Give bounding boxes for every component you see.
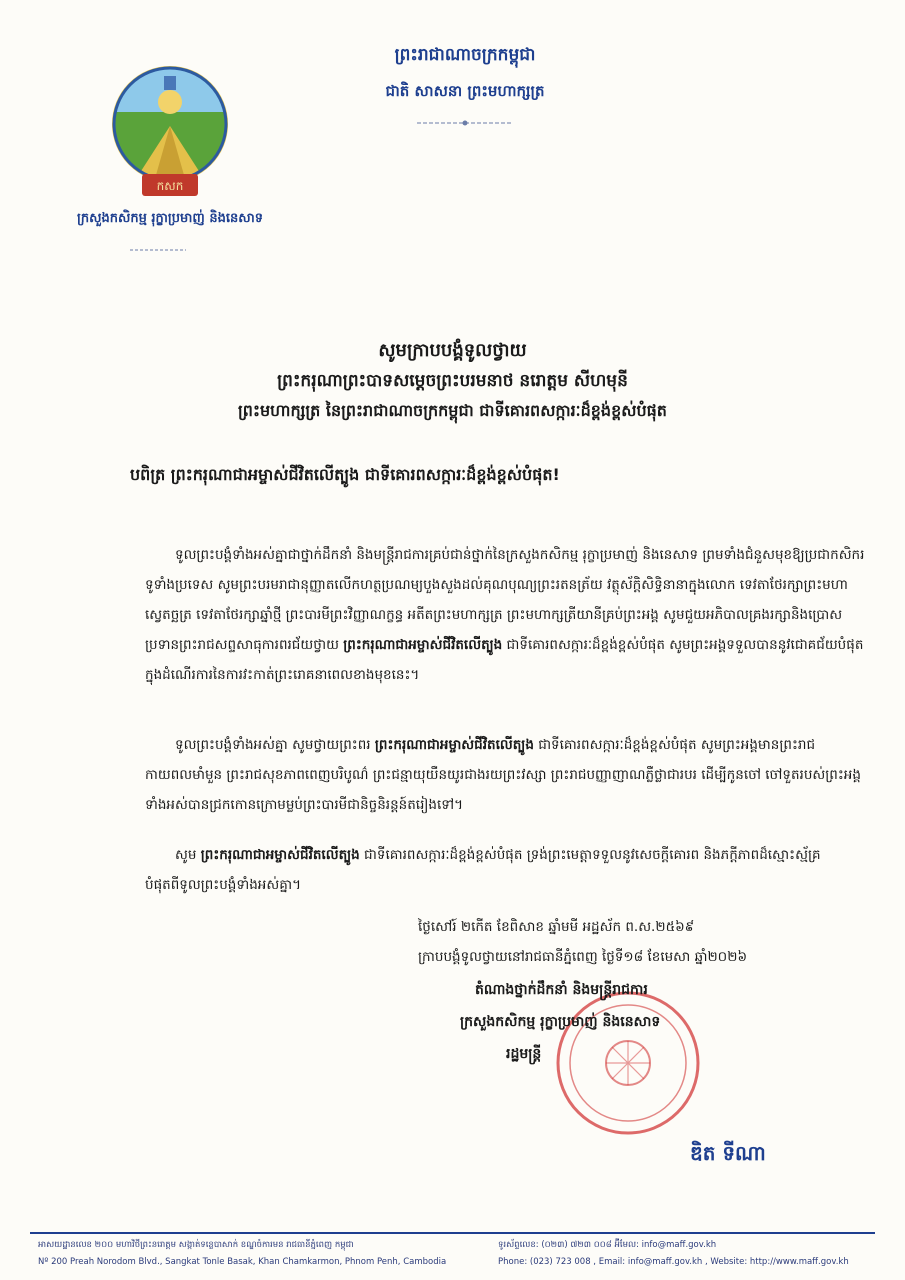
ornament-divider <box>415 118 515 128</box>
signatory-line-1: តំណាងថ្នាក់ដឹកនាំ និងមន្ត្រីរាជការ <box>475 982 648 998</box>
place-date: ក្រាបបង្គំទូលថ្វាយនៅរាជធានីភ្នំពេញ ថ្ងៃទី១៨ ខែមេសា ឆ្នាំ២០២៦ <box>418 949 748 965</box>
ministry-logo <box>104 62 236 202</box>
svg-text:កសក: កសក <box>156 179 184 193</box>
title-line-2: ព្រះករុណាព្រះបាទសម្តេចព្រះបរមនាថ នរោត្តម សីហមុនី <box>277 371 628 391</box>
body-text: ទូលព្រះបង្គំទាំងអស់គ្នាជាថ្នាក់ដឹកនាំ និងមន្ត្រីរាជការគ្រប់ជាន់ថ្នាក់នៃក្រសួងកសិកម្ម រុក្ខាប្រមាញ់ និងនេសាទ ព្រមទាំងជំនួសមុខឱ្យប្រជាកសិករទូទាំងប្រទេស សូមព្រះបរមរាជានុញ្ញាតលើកហត្ថប្រណម្យបួងសួងដល់គុណបុណ្យព្រះរតនត្រ័យ វត្ថុស័ក្តិសិទ្ធិនានាក្នុងលោក ទេវតាថែរក្សាព្រះមហាស្វេតច្ឆត្រ ទេវតាថែរក្សាឆ្នាំថ្មី ព្រះបារមីព្រះវិញ្ញាណក្ខន្ធ អតីតព្រះមហាក្សត្រ ព្រះមហាក្សត្រីយានីគ្រប់ព្រះអង្គ សូមជួយអភិបាលគ្រងរក្សានិងប្រោសប្រទានព្រះរាជសព្ទសាធុការពរជ័យថ្វាយ <box>145 547 865 653</box>
footer-divider <box>30 1232 875 1234</box>
royal-title: ព្រះករុណាជាអម្ចាស់ជីវិតលើត្បូង <box>374 737 534 753</box>
national-motto: ជាតិ សាសនា ព្រះមហាក្សត្រ <box>385 82 545 100</box>
royal-title: ព្រះករុណាជាអម្ចាស់ជីវិតលើត្បូង <box>200 847 360 863</box>
body-text: ជាទីគោរពសក្ការៈដ៏ខ្ពង់ខ្ពស់បំផុត សូមព្រះអង្គទទួលបាននូវជោគជ័យបំផុតក្នុងដំណើរការនៃការវះកាត់ព្រះរោគនាពេលខាងមុខនេះ។ <box>145 637 864 683</box>
title-line-3: ព្រះមហាក្សត្រ នៃព្រះរាជាណាចក្រកម្ពុជា ជាទីគោរពសក្ការៈដ៏ខ្ពង់ខ្ពស់បំផុត <box>238 401 667 420</box>
body-text: ជាទីគោរពសក្ការៈដ៏ខ្ពង់ខ្ពស់បំផុត ទ្រង់ព្រះមេត្តាទទួលនូវសេចក្តីគោរព និងភក្តីភាពដ៏ស្មោះស្ម័គ្របំផុតពីទូលព្រះបង្គំទាំងអស់គ្នា។ <box>145 847 821 893</box>
footer-contact-en: Phone: (023) 723 008 , Email: info@maff.gov.kh , Website: http://www.maff.gov.kh <box>498 1257 849 1267</box>
ministry-name: ក្រសួងកសិកម្ម រុក្ខាប្រមាញ់ និងនេសាទ <box>77 211 263 226</box>
ornament-divider <box>128 246 188 254</box>
body-paragraph-3 <box>145 840 865 900</box>
signatory-line-2: ក្រសួងកសិកម្ម រុក្ខាប្រមាញ់ និងនេសាទ <box>460 1014 661 1030</box>
title-line-1: សូមក្រាបបង្គំទូលថ្វាយ <box>378 340 527 361</box>
salutation: បពិត្រ ព្រះករុណាជាអម្ចាស់ជីវិតលើត្បូង ជាទីគោរពសក្ការៈដ៏ខ្ពង់ខ្ពស់បំផុត! <box>130 465 560 484</box>
body-text: ទូលព្រះបង្គំទាំងអស់គ្នា សូមថ្វាយព្រះពរ <box>175 737 371 753</box>
royal-title: ព្រះករុណាជាអម្ចាស់ជីវិតលើត្បូង <box>343 637 503 653</box>
footer-address-km: អាសយដ្ឋានលេខ ២០០ មហាវិថីព្រះនរោត្តម សង្កាត់ទន្លេបាសាក់ ខណ្ឌចំការមន រាជធានីភ្នំពេញ កម្ពុជា <box>38 1240 354 1250</box>
footer-contact-km: ទូរស័ព្ទលេខ: (០២៣) ៧២៣ ០០៨ អ៊ីមែល: info@maff.gov.kh <box>498 1240 717 1250</box>
signer-name: ឌិត ទីណា <box>690 1141 766 1165</box>
body-paragraph-2 <box>145 730 865 820</box>
footer-address-en: Nº 200 Preah Norodom Blvd., Sangkat Tonle Basak, Khan Chamkarmon, Phnom Penh, Cambodia <box>38 1257 447 1267</box>
signatory-title: រដ្ឋមន្ត្រី <box>506 1046 542 1062</box>
body-text: ជាទីគោរពសក្ការៈដ៏ខ្ពង់ខ្ពស់បំផុត សូមព្រះអង្គមានព្រះរាជកាយពលមាំមួន ព្រះរាជសុខភាពពេញបរិបូណ៌ ព្រះជន្មាយុយឺនយូរជាងរយព្រះវស្សា ព្រះរាជបញ្ញាញាណភ្លឺថ្លាជារបរ ដើម្បីកូនចៅ ចៅទួតរបស់ព្រះអង្គទាំងអស់បានជ្រកកោនក្រោមម្លប់ព្រះបារមីជានិច្ចនិរន្តន៍តរៀងទៅ។ <box>145 737 861 813</box>
kingdom-header: ព្រះរាជាណាចក្រកម្ពុជា <box>394 45 536 65</box>
body-paragraph-1 <box>145 540 865 690</box>
lunar-date: ថ្ងៃសៅរ៍ ២កើត ខែពិសាខ ឆ្នាំមមី អដ្ឋស័ក ព.ស.២៥៦៩ <box>418 919 695 935</box>
body-text: សូម <box>175 847 197 863</box>
